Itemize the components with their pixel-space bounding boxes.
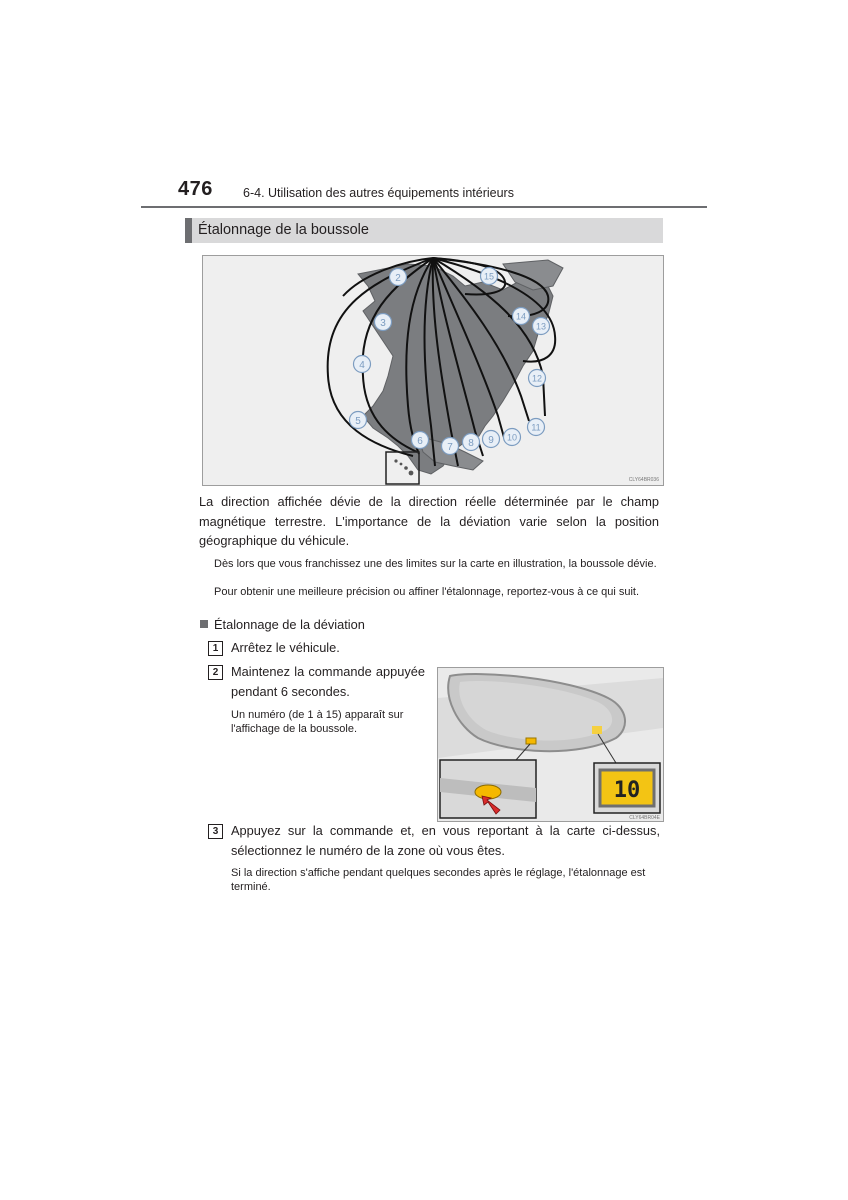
header-rule <box>141 206 707 208</box>
square-bullet-icon <box>200 620 208 628</box>
svg-text:12: 12 <box>531 373 543 384</box>
mirror-figure-code: CLY64BR04E <box>629 815 660 821</box>
section-title: Étalonnage de la boussole <box>198 222 369 238</box>
zone-marker-9 <box>483 431 500 448</box>
mirror-illustration <box>438 668 663 821</box>
page-number: 476 <box>178 178 213 200</box>
zone-marker-2 <box>390 269 407 286</box>
svg-text:15: 15 <box>483 271 495 282</box>
map-illustration <box>203 256 663 485</box>
subsection-heading <box>200 617 365 632</box>
zone-marker-8 <box>463 434 480 451</box>
mirror-figure <box>437 667 664 822</box>
section-heading-bar <box>185 218 663 243</box>
compass-display-readout: 10 <box>613 778 641 803</box>
mirror-button-marker <box>526 738 536 744</box>
step-number-2: 2 <box>208 665 223 680</box>
button-inset <box>440 760 536 818</box>
map-figure-code: CLY64BR036 <box>628 477 659 483</box>
step-3-note: Si la direction s'affiche pendant quelques secondes après le réglage, l'étalonnage est terminé. <box>231 867 646 893</box>
svg-text:5: 5 <box>355 416 361 427</box>
zone-marker-12 <box>529 370 546 387</box>
svg-text:10: 10 <box>506 432 518 443</box>
step-2-note: Un numéro (de 1 à 15) apparaît sur l'affichage de la boussole. <box>231 709 404 735</box>
chapter-title: 6-4. Utilisation des autres équipements intérieurs <box>243 186 514 200</box>
svg-text:14: 14 <box>515 311 527 322</box>
svg-text:7: 7 <box>447 442 453 453</box>
svg-text:4: 4 <box>359 360 365 371</box>
zone-marker-13 <box>533 318 550 335</box>
svg-text:8: 8 <box>468 438 474 449</box>
intro-paragraph: La direction affichée dévie de la direction réelle déterminée par le champ magnétique terrestre. L'importance de la déviation varie selon la position géographique du véhicule. <box>199 494 659 548</box>
zone-marker-6 <box>412 432 429 449</box>
subsection-title: Étalonnage de la déviation <box>214 617 365 632</box>
zone-marker-7 <box>442 438 459 455</box>
zone-marker-4 <box>354 356 371 373</box>
step-3-text: Appuyez sur la commande et, en vous reportant à la carte ci-dessus, sélectionnez le numéro de la zone où vous êtes. <box>231 823 660 858</box>
svg-text:11: 11 <box>531 422 541 433</box>
compass-zone-map <box>202 255 664 486</box>
zone-marker-15 <box>481 268 498 285</box>
zone-marker-5 <box>350 412 367 429</box>
step-number-1: 1 <box>208 641 223 656</box>
note-precision: Pour obtenir une meilleure précision ou affiner l'étalonnage, reportez-vous à ce qui suit. <box>214 586 640 598</box>
svg-text:6: 6 <box>417 436 423 447</box>
zone-marker-14 <box>513 308 530 325</box>
zone-marker-10 <box>504 429 521 446</box>
section-accent <box>185 218 192 243</box>
svg-text:9: 9 <box>488 435 494 446</box>
step-2-text: Maintenez la commande appuyée pendant 6 secondes. <box>231 664 425 699</box>
svg-text:2: 2 <box>395 273 401 284</box>
svg-text:13: 13 <box>535 321 547 332</box>
step-number-3: 3 <box>208 824 223 839</box>
zone-marker-11 <box>528 419 545 436</box>
step-1-text: Arrêtez le véhicule. <box>231 640 340 655</box>
note-boundary: Dès lors que vous franchissez une des limites sur la carte en illustration, la boussole dévie. <box>214 558 657 570</box>
svg-text:3: 3 <box>380 318 386 329</box>
display-inset <box>594 763 660 813</box>
mirror-display-marker <box>592 726 602 734</box>
hawaii-islands <box>394 459 413 475</box>
zone-marker-3 <box>375 314 392 331</box>
